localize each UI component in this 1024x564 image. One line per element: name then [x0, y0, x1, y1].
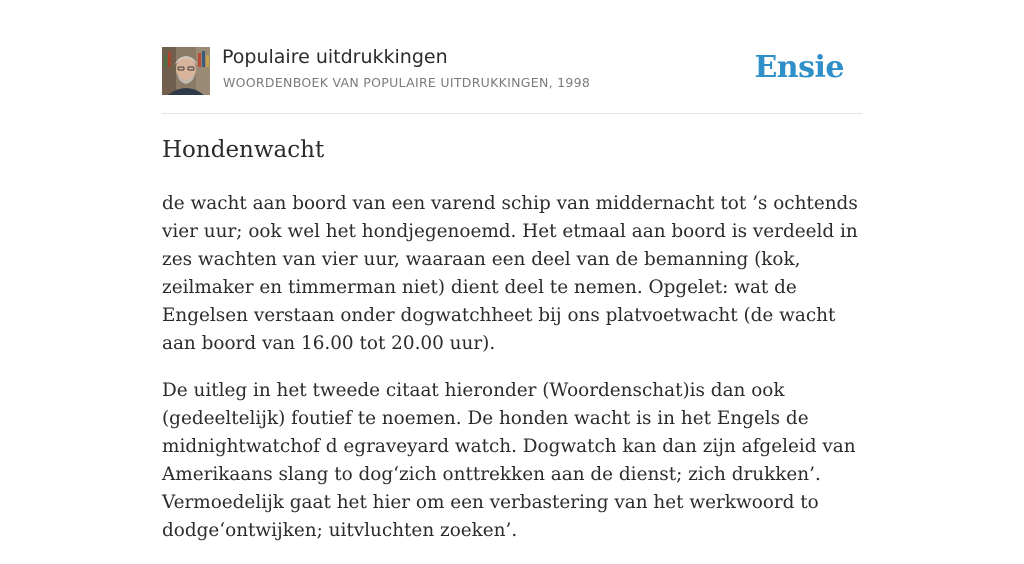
entry-paragraph: De uitleg in het tweede citaat hieronder (Woordenschat)is dan ook (gedeeltelijk) foutief te noemen. De honden wacht is in het Engels de midnightwatchof d egraveyard watch. Dogwatch kan dan zijn afgeleid van Amerikaans slang to dog‘zich onttrekken aan de dienst; zich drukken’. Vermoedelijk gaat het hier om een verbastering van het werkwoord to dodge‘ontwijken; uitvluchten zoeken’.: [162, 380, 856, 541]
entry-title: Hondenwacht: [162, 137, 325, 163]
author-portrait-icon: [162, 47, 210, 95]
source-header: [162, 46, 862, 96]
source-subtitle: WOORDENBOEK VAN POPULAIRE UITDRUKKINGEN, 1998: [223, 75, 591, 90]
header-divider: [162, 113, 862, 114]
author-avatar[interactable]: [162, 47, 210, 95]
source-title[interactable]: Populaire uitdrukkingen: [222, 46, 448, 68]
ensie-logo[interactable]: Ensie: [754, 50, 844, 85]
entry-content: [162, 190, 862, 564]
entry-paragraph: de wacht aan boord van een varend schip van middernacht tot ’s ochtends vier uur; ook wel het hondjegenoemd. Het etmaal aan boord is verdeeld in zes wachten van vier uur, waaraan een deel van de bemanning (kok, zeilmaker en timmerman niet) dient deel te nemen. Opgelet: wat de Engelsen verstaan onder dogwatchheet bij ons platvoetwacht (de wacht aan boord van 16.00 tot 20.00 uur).: [162, 193, 858, 354]
